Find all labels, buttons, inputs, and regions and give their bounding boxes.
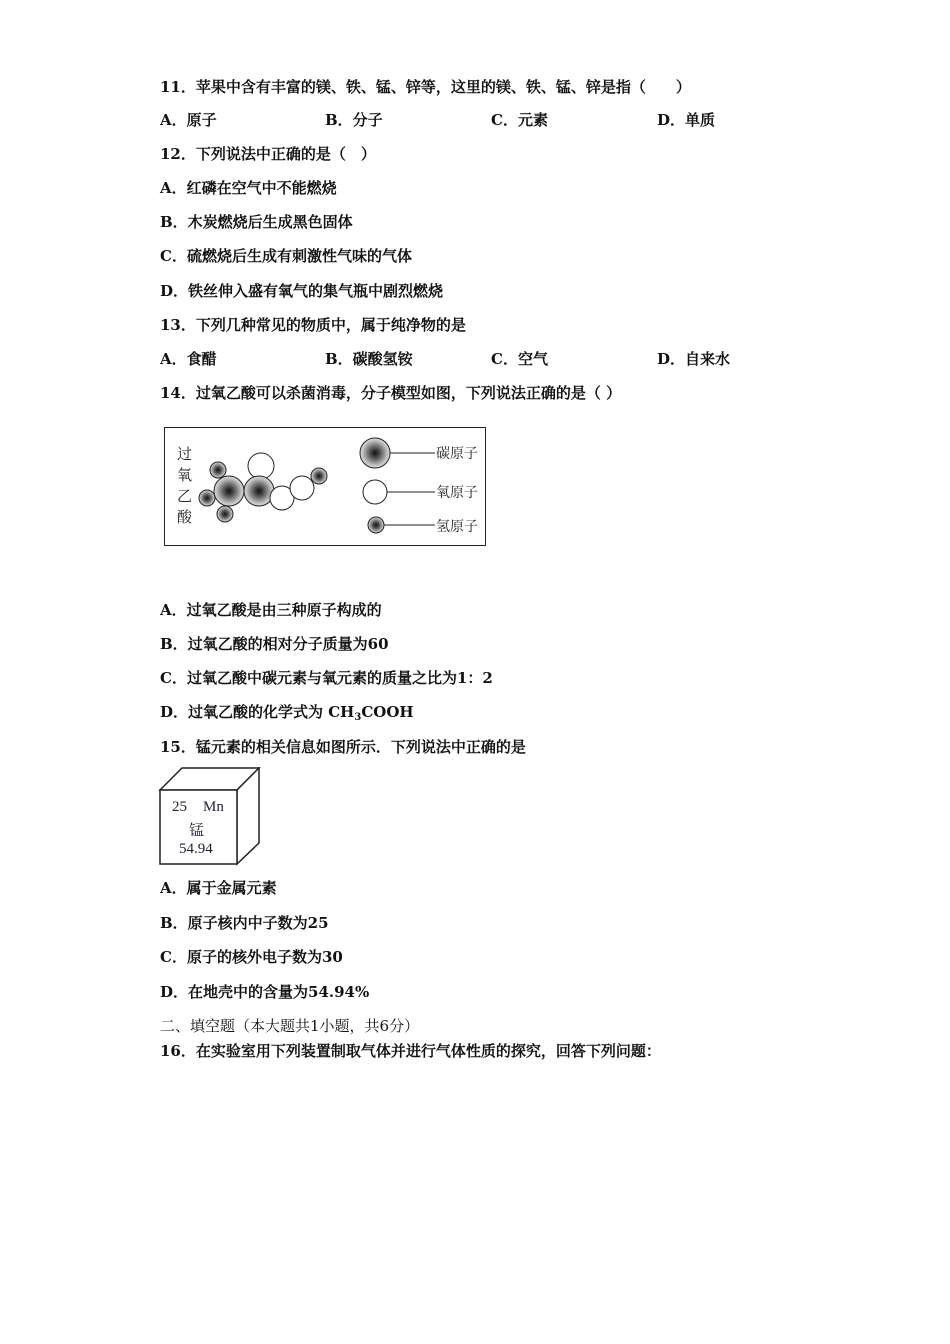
- hydrogen-atom: [217, 506, 233, 522]
- element-symbol: Mn: [203, 799, 224, 815]
- q13-option-d: D．自来水: [657, 350, 731, 368]
- q12-option-d: D．铁丝伸入盛有氧气的集气瓶中剧烈燃烧: [160, 282, 444, 300]
- q14-option-d-prefix: D．过氧乙酸的化学式为 CH: [160, 703, 355, 721]
- q15-option-b: B．原子核内中子数为25: [160, 914, 329, 932]
- element-card-figure: [158, 767, 262, 867]
- q11-option-c: C．元素: [491, 111, 548, 129]
- element-atomic-mass: 54.94: [179, 841, 213, 857]
- q15-stem: 15．锰元素的相关信息如图所示．下列说法中正确的是: [160, 738, 526, 756]
- q16-stem: 16．在实验室用下列装置制取气体并进行气体性质的探究，回答下列问题：: [160, 1042, 661, 1060]
- q15-option-d: D．在地壳中的含量为54.94%: [160, 983, 370, 1001]
- q15-option-a: A．属于金属元素: [160, 879, 277, 897]
- legend-oxygen-atom: [363, 480, 387, 504]
- oxygen-atom: [248, 453, 274, 479]
- carbon-atom: [244, 476, 274, 506]
- q11-option-b: B．分子: [325, 111, 383, 129]
- molecule-model-figure: [164, 427, 486, 546]
- q13-option-b: B．碳酸氢铵: [325, 350, 413, 368]
- q12-option-c: C．硫燃烧后生成有刺激性气味的气体: [160, 247, 412, 265]
- q14-stem: 14．过氧乙酸可以杀菌消毒，分子模型如图，下列说法正确的是（ ）: [160, 384, 622, 402]
- legend-hydrogen-atom: [368, 517, 384, 533]
- q13-stem: 13．下列几种常见的物质中，属于纯净物的是: [160, 316, 466, 334]
- q13-option-a: A．食醋: [160, 350, 217, 368]
- legend-carbon-atom: [360, 438, 390, 468]
- q11-option-a: A．原子: [160, 111, 217, 129]
- name-char: 酸: [177, 508, 193, 526]
- oxygen-atom: [290, 476, 314, 500]
- q14-option-d-suffix: COOH: [361, 703, 414, 721]
- hydrogen-atom: [210, 462, 226, 478]
- carbon-atom: [214, 476, 244, 506]
- name-char: 乙: [177, 487, 193, 505]
- q11-stem: 11．苹果中含有丰富的镁、铁、锰、锌等，这里的镁、铁、锰、锌是指（ ）: [160, 78, 691, 96]
- q12-stem: 12．下列说法中正确的是（ ）: [160, 145, 376, 163]
- q12-option-b: B．木炭燃烧后生成黑色固体: [160, 213, 353, 231]
- name-char: 氧: [177, 466, 193, 484]
- section-heading-fill-in: 二、填空题（本大题共1小题，共6分）: [160, 1017, 420, 1035]
- q14-option-a: A．过氧乙酸是由三种原子构成的: [160, 601, 382, 619]
- element-name: 锰: [189, 821, 205, 839]
- q15-option-c: C．原子的核外电子数为30: [160, 948, 343, 966]
- legend-carbon-label: 碳原子: [436, 446, 478, 462]
- q12-option-a: A．红磷在空气中不能燃烧: [160, 179, 337, 197]
- hydrogen-atom: [199, 490, 215, 506]
- element-atomic-number: 25: [172, 799, 187, 815]
- q14-option-c: C．过氧乙酸中碳元素与氧元素的质量之比为1：2: [160, 669, 493, 687]
- name-char: 过: [177, 445, 193, 463]
- legend-hydrogen-label: 氢原子: [436, 519, 478, 535]
- legend-oxygen-label: 氧原子: [436, 485, 478, 501]
- q14-option-d-subscript: 3: [354, 712, 362, 723]
- q14-option-d: [160, 702, 414, 728]
- q13-option-c: C．空气: [491, 350, 548, 368]
- hydrogen-atom: [311, 468, 327, 484]
- q14-option-b: B．过氧乙酸的相对分子质量为60: [160, 635, 389, 653]
- q11-option-d: D．单质: [657, 111, 716, 129]
